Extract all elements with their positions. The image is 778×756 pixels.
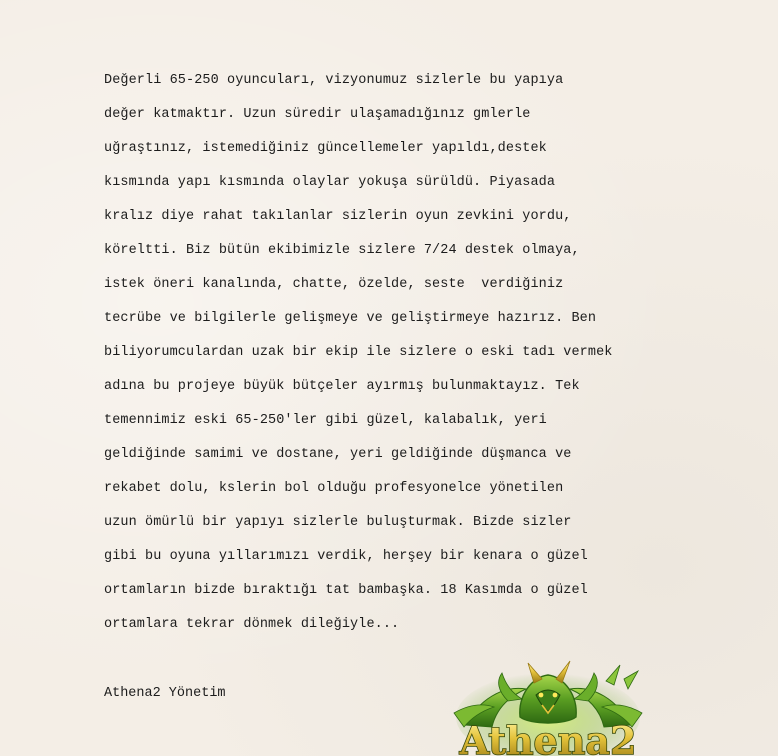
letter-line: istek öneri kanalında, chatte, özelde, seste verdiğiniz	[104, 277, 564, 292]
letter-line: ortamların bizde bıraktığı tat bambaşka. 18 Kasımda o güzel	[104, 583, 588, 598]
signature: Athena2 Yönetim	[104, 686, 226, 701]
letter-line: biliyorumculardan uzak bir ekip ile sizlere o eski tadı vermek	[104, 345, 613, 360]
logo-wordmark: Athena2	[459, 718, 637, 756]
letter-line: gibi bu oyuna yıllarımızı verdik, herşey bir kenara o güzel	[104, 549, 588, 564]
letter-line: kralız diye rahat takılanlar sizlerin oyun zevkini yordu,	[104, 209, 572, 224]
letter-line: tecrübe ve bilgilerle gelişmeye ve geliştirmeye hazırız. Ben	[104, 311, 597, 326]
letter-line: geldiğinde samimi ve dostane, yeri geldiğinde düşmanca ve	[104, 447, 572, 462]
letter-body	[104, 64, 684, 642]
letter-line: temennimiz eski 65-250'ler gibi güzel, kalabalık, yeri	[104, 413, 547, 428]
letter-line: kısmında yapı kısmında olaylar yokuşa sürüldü. Piyasada	[104, 175, 556, 190]
letter-line: uzun ömürlü bir yapıyı sizlerle buluşturmak. Bizde sizler	[104, 515, 572, 530]
letter-line: rekabet dolu, kslerin bol olduğu profesyonelce yönetilen	[104, 481, 564, 496]
letter-line: uğraştınız, istemediğiniz güncellemeler yapıldı,destek	[104, 141, 547, 156]
letter-line: değer katmaktır. Uzun süredir ulaşamadığınız gmlerle	[104, 107, 531, 122]
logo-graphic	[448, 655, 648, 756]
letter-line: adına bu projeye büyük bütçeler ayırmış bulunmaktayız. Tek	[104, 379, 580, 394]
letter-line: ortamlara tekrar dönmek dileğiyle...	[104, 617, 400, 632]
athena2-logo	[448, 655, 648, 756]
letter-line: Değerli 65-250 oyuncuları, vizyonumuz sizlerle bu yapıya	[104, 73, 564, 88]
letter-line: köreltti. Biz bütün ekibimizle sizlere 7/24 destek olmaya,	[104, 243, 580, 258]
